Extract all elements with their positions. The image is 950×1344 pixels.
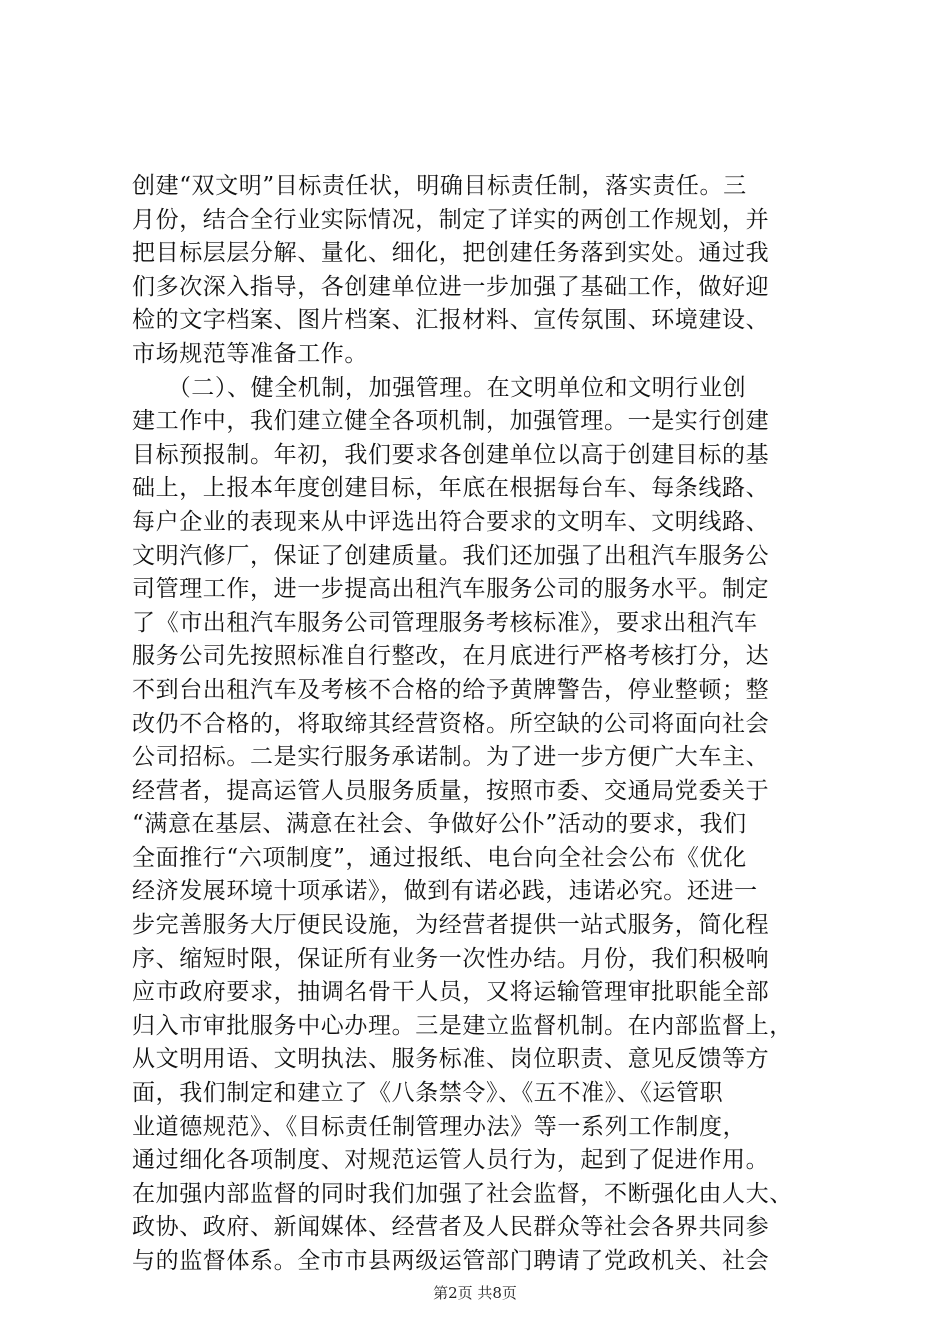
text-line: 月份，结合全行业实际情况，制定了详实的两创工作规划，并 xyxy=(132,206,770,233)
text-line: 础上，上报本年度创建目标，年底在根据每台车、每条线路、 xyxy=(132,475,770,502)
text-line: 面，我们制定和建立了《八条禁令》、《五不准》、《运管职 xyxy=(132,1080,724,1107)
text-line: 经济发展环境十项承诺》，做到有诺必践，违诺必究。还进一 xyxy=(132,878,758,905)
text-line: 序、缩短时限，保证所有业务一次性办结。月份，我们积极响 xyxy=(132,945,770,972)
text-line: 归入市审批服务中心办理。三是建立监督机制。在内部监督上， xyxy=(132,1012,793,1039)
text-line: 通过细化各项制度、对规范运管人员行为，起到了促进作用。 xyxy=(132,1147,770,1174)
text-line: 不到台出租汽车及考核不合格的给予黄牌警告，停业整顿；整 xyxy=(132,676,770,703)
text-line: 文明汽修厂，保证了创建质量。我们还加强了出租汽车服务公 xyxy=(132,542,770,569)
text-line: （二）、健全机制，加强管理。在文明单位和文明行业创 xyxy=(132,374,747,401)
text-line: 与的监督体系。全市市县两级运管部门聘请了党政机关、社会 xyxy=(132,1248,770,1274)
text-line: 应市政府要求，抽调名骨干人员，又将运输管理审批职能全部 xyxy=(132,979,770,1006)
text-line: 服务公司先按照标准自行整改，在月底进行严格考核打分，达 xyxy=(132,643,770,670)
page-number-footer: 第2页 共8页 xyxy=(433,1284,517,1302)
text-line: 步完善服务大厅便民设施，为经营者提供一站式服务，简化程 xyxy=(132,912,770,939)
text-line: “满意在基层、满意在社会、争做好公仆”活动的要求，我们 xyxy=(132,811,747,838)
text-line: 司管理工作，进一步提高出租汽车服务公司的服务水平。制定 xyxy=(132,576,770,603)
text-line: 经营者，提高运管人员服务质量，按照市委、交通局党委关于 xyxy=(132,777,770,804)
text-line: 建工作中，我们建立健全各项机制，加强管理。一是实行创建 xyxy=(132,408,770,435)
text-line: 政协、政府、新闻媒体、经营者及人民群众等社会各界共同参 xyxy=(132,1214,770,1241)
text-line: 全面推行“六项制度”，通过报纸、电台向全社会公布《优化 xyxy=(132,844,747,871)
text-line: 把目标层层分解、量化、细化，把创建任务落到实处。通过我 xyxy=(132,240,770,267)
text-line: 在加强内部监督的同时我们加强了社会监督，不断强化由人大、 xyxy=(132,1180,793,1207)
text-line: 检的文字档案、图片档案、汇报材料、宣传氛围、环境建设、 xyxy=(132,307,770,334)
text-line: 每户企业的表现来从中评选出符合要求的文明车、文明线路、 xyxy=(132,508,770,535)
text-line: 了《市出租汽车服务公司管理服务考核标准》，要求出租汽车 xyxy=(132,609,758,636)
text-line: 业道德规范》、《目标责任制管理办法》等一系列工作制度， xyxy=(132,1113,747,1140)
text-line: 市场规范等准备工作。 xyxy=(132,340,368,367)
text-line: 们多次深入指导，各创建单位进一步加强了基础工作，做好迎 xyxy=(132,273,770,300)
text-line: 创建“双文明”目标责任状，明确目标责任制，落实责任。三 xyxy=(132,173,747,199)
text-line: 改仍不合格的，将取缔其经营资格。所空缺的公司将面向社会 xyxy=(132,710,770,737)
text-line: 公司招标。二是实行服务承诺制。为了进一步方便广大车主、 xyxy=(132,744,770,771)
text-line: 从文明用语、文明执法、服务标准、岗位职责、意见反馈等方 xyxy=(132,1046,770,1073)
text-line: 目标预报制。年初，我们要求各创建单位以高于创建目标的基 xyxy=(132,441,770,468)
body-text xyxy=(132,170,832,1279)
